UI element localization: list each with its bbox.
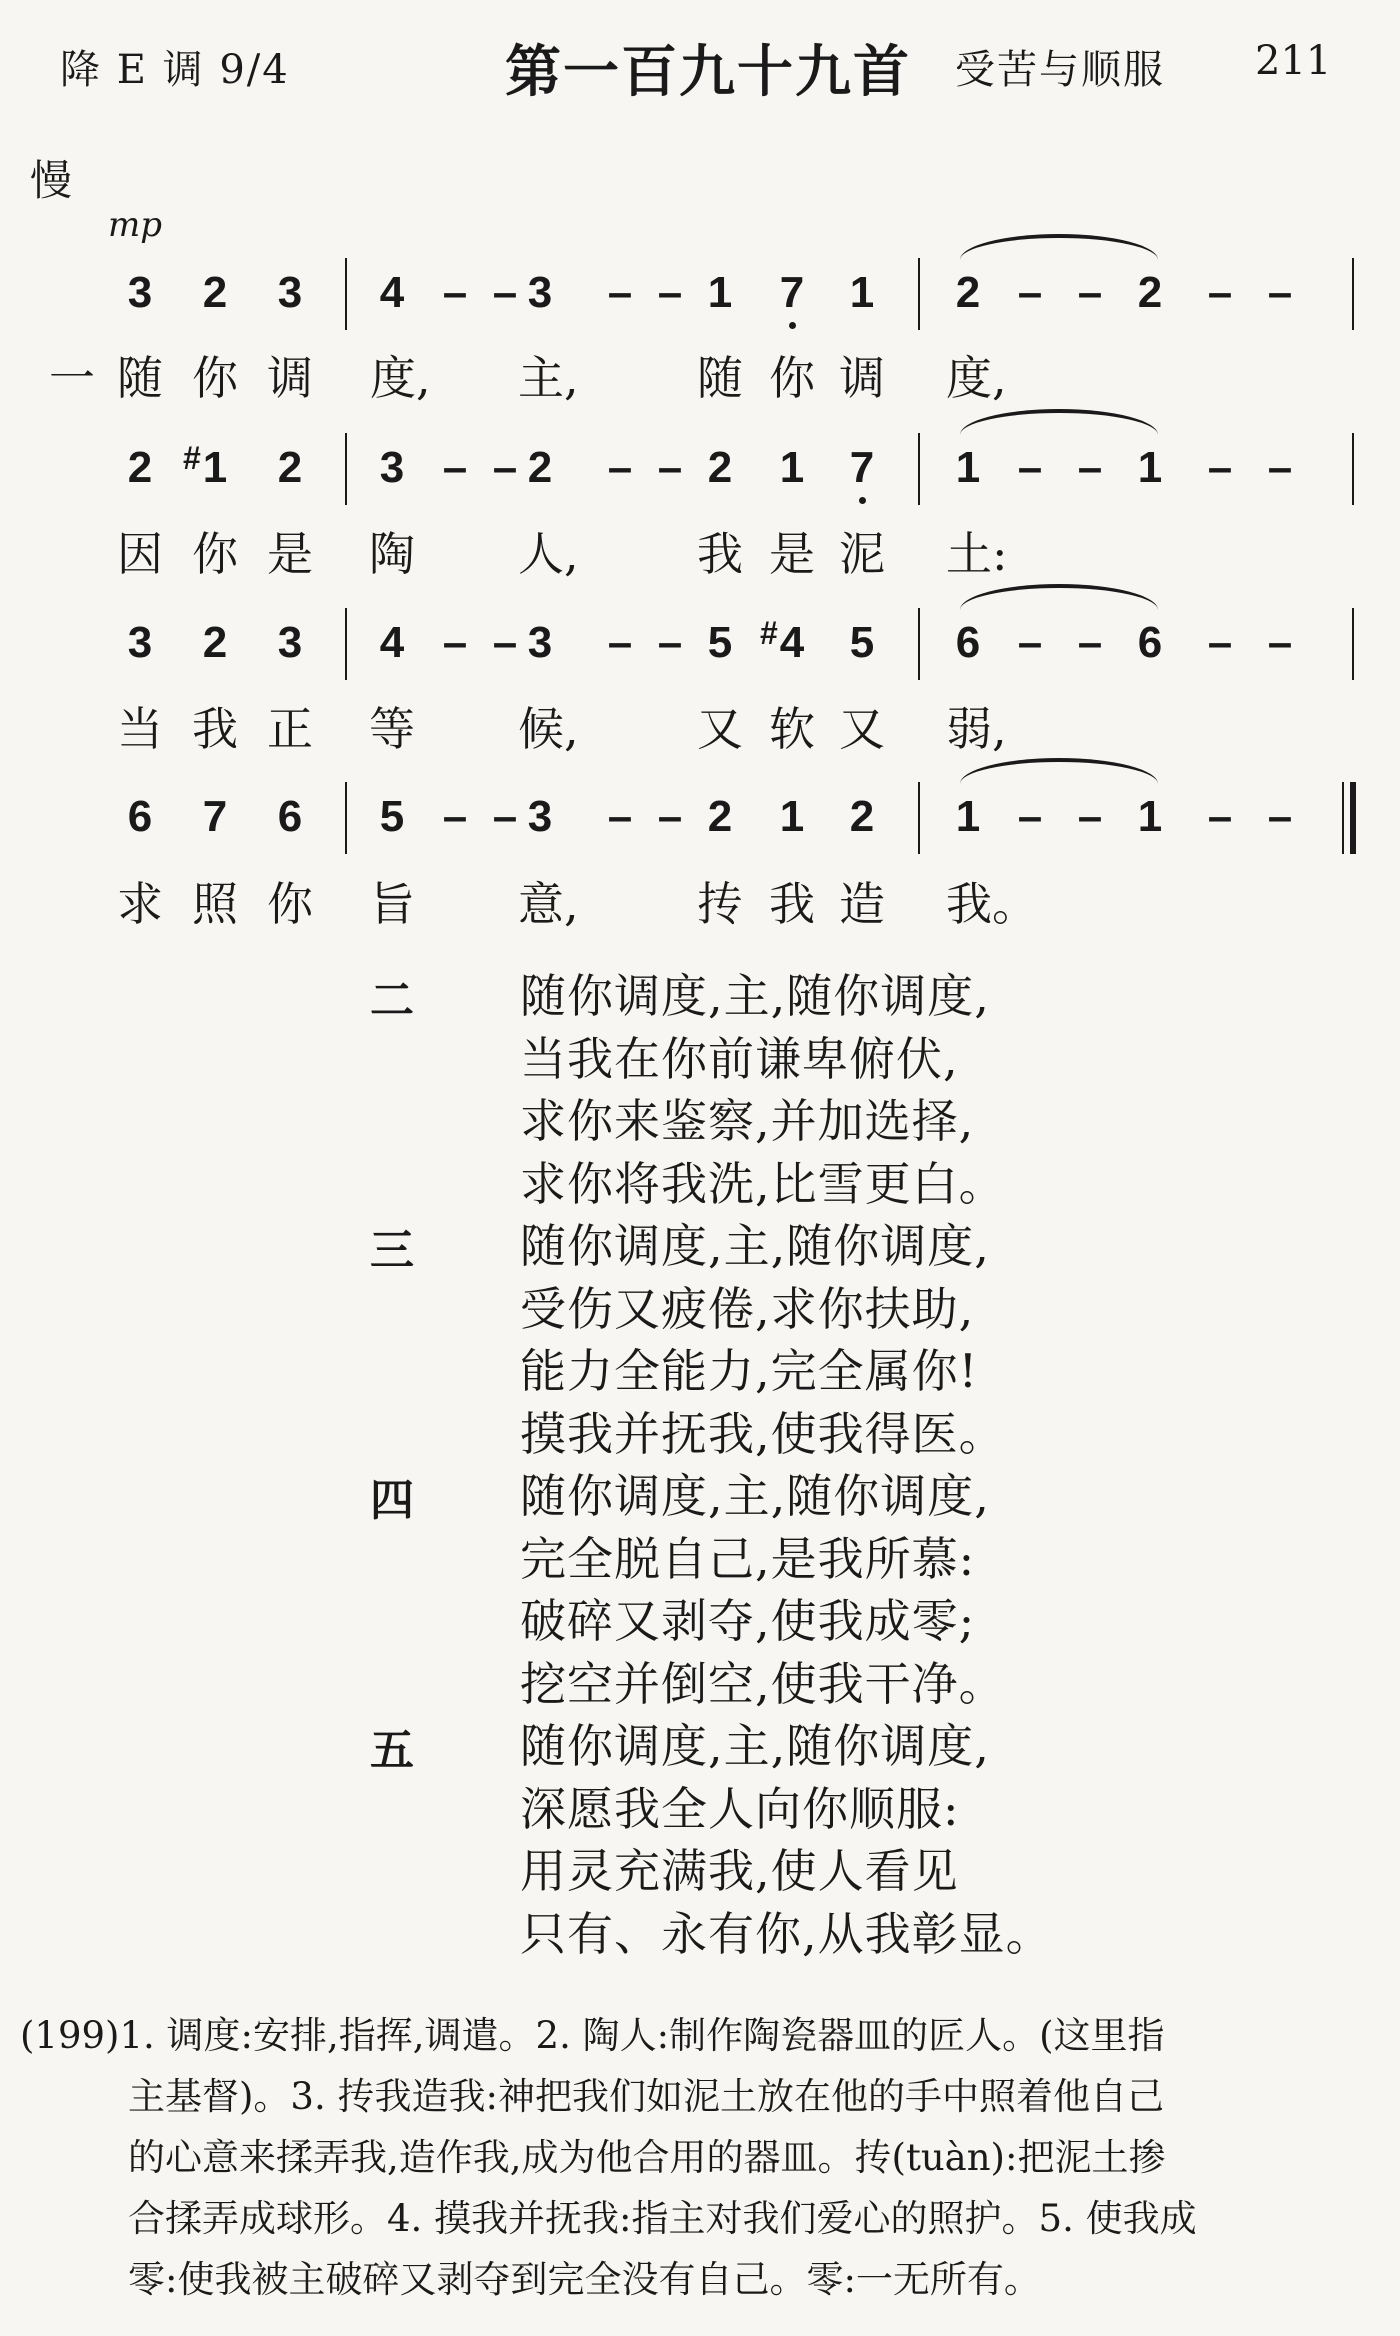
- note-value: 2: [127, 443, 153, 492]
- note-value: 4: [779, 618, 805, 667]
- note: [1250, 268, 1310, 318]
- page-number: 211: [1255, 38, 1332, 84]
- note: [260, 443, 320, 493]
- lyric-syllable: 当: [117, 702, 163, 756]
- note-value: –: [607, 268, 633, 317]
- note-value: 7: [202, 792, 228, 841]
- note-value: 2: [707, 792, 733, 841]
- note-value: –: [1267, 443, 1293, 492]
- lyric-syllable: 又: [697, 702, 743, 756]
- note-value: 2: [1137, 268, 1163, 317]
- note-value: 1: [707, 268, 733, 317]
- dynamic-marking: mp: [108, 205, 163, 245]
- note: [1060, 443, 1120, 493]
- note: [110, 443, 170, 493]
- verse-number: 二: [370, 975, 414, 1026]
- lyric-syllable: 你: [192, 527, 238, 581]
- key-signature: 降 E 调 9/4: [60, 47, 290, 93]
- note-value: –: [1017, 618, 1043, 667]
- note: [760, 615, 822, 668]
- note-value: 7: [849, 443, 875, 492]
- note: [1250, 443, 1310, 493]
- verse-line: 当我在你前谦卑俯伏,: [520, 1031, 959, 1086]
- note: [690, 792, 750, 842]
- note-value: 2: [955, 268, 981, 317]
- lyric-syllable: 随: [697, 351, 743, 405]
- note-value: 5: [849, 618, 875, 667]
- note: [762, 268, 822, 318]
- tie-slur: [960, 234, 1158, 260]
- verse-line: 随你调度,主,随你调度,: [520, 1469, 990, 1523]
- note: [260, 618, 320, 668]
- footnote: [20, 2005, 1380, 2310]
- note: [510, 268, 570, 318]
- barline: [1342, 782, 1344, 854]
- barline: [345, 258, 347, 330]
- tie-slur: [960, 409, 1158, 435]
- lyric-syllable: 求: [117, 877, 163, 931]
- barline: [345, 782, 347, 854]
- note: [260, 268, 320, 318]
- note-value: –: [1207, 443, 1233, 492]
- verse-line: 受伤又疲倦,求你扶助,: [520, 1281, 975, 1336]
- lyric-syllable: 因: [117, 527, 163, 581]
- note-value: 5: [707, 618, 733, 667]
- lyric-syllable: 度,: [946, 351, 1007, 405]
- note: [362, 618, 422, 668]
- final-barline: [1350, 782, 1356, 854]
- note: [1000, 618, 1060, 668]
- lyric-syllable: 又: [839, 702, 885, 756]
- note: [690, 443, 750, 493]
- lyric-syllable: 你: [267, 877, 313, 931]
- lower-octave-dot: [789, 322, 796, 329]
- footnote-line-2: 主基督)。3. 抟我造我:神把我们如泥土放在他的手中照着他自己: [128, 2075, 1164, 2118]
- note: [690, 268, 750, 318]
- note-value: –: [657, 268, 683, 317]
- note-value: 7: [779, 268, 805, 317]
- verse-line: 求你将我洗,比雪更白。: [520, 1156, 1006, 1211]
- note: [260, 792, 320, 842]
- note-value: 3: [127, 618, 153, 667]
- verse-line: 随你调度,主,随你调度,: [520, 1219, 990, 1273]
- note-value: –: [607, 618, 633, 667]
- note: [1190, 618, 1250, 668]
- note: [110, 268, 170, 318]
- lyric-syllable: 土:: [946, 527, 1008, 581]
- note: [1120, 618, 1180, 668]
- note-value: 1: [849, 268, 875, 317]
- note-value: –: [492, 268, 518, 317]
- lyric-syllable: 我。: [946, 877, 1038, 931]
- note: [938, 443, 998, 493]
- note: [1000, 268, 1060, 318]
- note: [1190, 268, 1250, 318]
- note: [1190, 792, 1250, 842]
- note-value: –: [1077, 618, 1103, 667]
- note: [832, 443, 892, 493]
- note-value: –: [492, 443, 518, 492]
- note-value: 2: [202, 618, 228, 667]
- lyric-syllable: 造: [839, 877, 885, 931]
- note-value: 6: [277, 792, 303, 841]
- note: [1060, 618, 1120, 668]
- lyric-syllable: 我: [697, 527, 743, 581]
- hymn-subtitle: 受苦与顺服: [955, 47, 1165, 93]
- note: [1190, 443, 1250, 493]
- note: [1060, 792, 1120, 842]
- note-value: 3: [127, 268, 153, 317]
- note-value: 1: [779, 792, 805, 841]
- barline: [1352, 258, 1354, 330]
- note: [938, 268, 998, 318]
- verse-line: 能力全能力,完全属你!: [520, 1344, 979, 1398]
- barline: [918, 433, 920, 505]
- lyric-syllable: 你: [769, 351, 815, 405]
- tie-slur: [960, 758, 1158, 784]
- lyric-syllable: 意,: [518, 877, 579, 931]
- note-value: –: [1017, 792, 1043, 841]
- note-value: 2: [202, 268, 228, 317]
- note-value: 1: [955, 443, 981, 492]
- verse-line: 破碎又剥夺,使我成零;: [520, 1594, 976, 1648]
- note: [832, 618, 892, 668]
- note-value: 2: [707, 443, 733, 492]
- note-value: –: [1207, 792, 1233, 841]
- note-value: 2: [527, 443, 553, 492]
- note: [185, 268, 245, 318]
- lower-octave-dot: [859, 497, 866, 504]
- note: [510, 443, 570, 493]
- note-value: 3: [277, 618, 303, 667]
- lyric-syllable: 调: [839, 351, 885, 405]
- hymn-title: 第一百九十九首: [505, 39, 911, 105]
- note-value: –: [657, 618, 683, 667]
- verse-number: 三: [370, 1225, 414, 1276]
- note-value: 2: [849, 792, 875, 841]
- note: [1250, 618, 1310, 668]
- note-value: –: [442, 443, 468, 492]
- verse-line: 用灵充满我,使人看见: [520, 1844, 959, 1898]
- verse-number: 五: [370, 1725, 414, 1776]
- note: [832, 268, 892, 318]
- note-value: 3: [527, 618, 553, 667]
- note-value: –: [1017, 268, 1043, 317]
- note-value: 2: [277, 443, 303, 492]
- note: [762, 443, 822, 493]
- note-value: 6: [127, 792, 153, 841]
- lyric-syllable: 泥: [839, 527, 885, 581]
- note-value: –: [657, 792, 683, 841]
- verse-line: 随你调度,主,随你调度,: [520, 1719, 990, 1773]
- verse-number-one: 一: [49, 351, 95, 405]
- note: [690, 618, 750, 668]
- note: [1000, 443, 1060, 493]
- note-value: –: [1077, 268, 1103, 317]
- note-value: 3: [527, 792, 553, 841]
- verse-line: 随你调度,主,随你调度,: [520, 969, 990, 1023]
- lyric-syllable: 是: [267, 527, 313, 581]
- note: [1120, 268, 1180, 318]
- note: [185, 792, 245, 842]
- note: [1120, 792, 1180, 842]
- note: [183, 440, 245, 493]
- barline: [345, 608, 347, 680]
- lyric-syllable: 等: [369, 702, 415, 756]
- note-value: –: [1207, 268, 1233, 317]
- note-value: –: [657, 443, 683, 492]
- lyric-syllable: 你: [192, 351, 238, 405]
- lyric-syllable: 是: [769, 527, 815, 581]
- note-value: –: [442, 618, 468, 667]
- note-value: –: [1267, 268, 1293, 317]
- note: [1000, 792, 1060, 842]
- note: [362, 268, 422, 318]
- note-value: –: [442, 792, 468, 841]
- note-value: 1: [1137, 443, 1163, 492]
- note-value: 6: [955, 618, 981, 667]
- lyric-syllable: 我: [769, 877, 815, 931]
- note: [110, 618, 170, 668]
- note-value: 5: [379, 792, 405, 841]
- note: [510, 618, 570, 668]
- note-value: 3: [379, 443, 405, 492]
- note-value: –: [607, 443, 633, 492]
- note: [1060, 268, 1120, 318]
- note-value: 6: [1137, 618, 1163, 667]
- lyric-syllable: 度,: [370, 351, 431, 405]
- note-value: –: [1207, 618, 1233, 667]
- verse-line: 求你来鉴察,并加选择,: [520, 1094, 975, 1148]
- verse-number: 四: [370, 1475, 414, 1526]
- barline: [345, 433, 347, 505]
- note-value: 1: [202, 443, 228, 492]
- footnote-line-5: 零:使我被主破碎又剥夺到完全没有自己。零:一无所有。: [128, 2258, 1041, 2301]
- verse-line: 摸我并抚我,使我得医。: [520, 1406, 1006, 1461]
- verse-line: 挖空并倒空,使我干净。: [520, 1656, 1006, 1711]
- verse-line: 完全脱自己,是我所慕:: [520, 1531, 976, 1586]
- note-value: –: [1267, 792, 1293, 841]
- note-value: –: [492, 618, 518, 667]
- note: [510, 792, 570, 842]
- note: [1120, 443, 1180, 493]
- note: [832, 792, 892, 842]
- note-value: 4: [379, 618, 405, 667]
- note: [762, 792, 822, 842]
- note-value: –: [492, 792, 518, 841]
- lyric-syllable: 随: [117, 351, 163, 405]
- lyric-syllable: 正: [267, 702, 313, 756]
- note-value: –: [1267, 618, 1293, 667]
- lyric-syllable: 软: [769, 702, 815, 756]
- barline: [1352, 608, 1354, 680]
- barline: [918, 782, 920, 854]
- lyric-syllable: 照: [192, 877, 238, 931]
- note-value: –: [1077, 792, 1103, 841]
- verse-line: 只有、永有你,从我彰显。: [520, 1906, 1053, 1961]
- lyric-syllable: 我: [192, 702, 238, 756]
- note: [185, 618, 245, 668]
- lyric-syllable: 弱,: [946, 702, 1007, 756]
- lyric-syllable: 抟: [697, 877, 743, 931]
- note: [1250, 792, 1310, 842]
- note-value: –: [1077, 443, 1103, 492]
- lyric-syllable: 陶: [369, 527, 415, 581]
- lyric-syllable: 人,: [518, 527, 579, 581]
- lyric-syllable: 主,: [518, 351, 579, 405]
- footnote-line-1: (199)1. 调度:安排,指挥,调遣。2. 陶人:制作陶瓷器皿的匠人。(这里指: [20, 2014, 1165, 2057]
- note-value: –: [607, 792, 633, 841]
- note: [362, 443, 422, 493]
- note: [110, 792, 170, 842]
- lyric-syllable: 旨: [369, 877, 415, 931]
- note-value: –: [442, 268, 468, 317]
- note-value: 3: [277, 268, 303, 317]
- barline: [1352, 433, 1354, 505]
- footnote-line-4: 合揉弄成球形。4. 摸我并抚我:指主对我们爱心的照护。5. 使我成: [128, 2197, 1197, 2240]
- note-value: 4: [379, 268, 405, 317]
- lyric-syllable: 候,: [518, 702, 579, 756]
- lyric-syllable: 调: [267, 351, 313, 405]
- sharp-accidental: #: [760, 615, 778, 651]
- note-value: 1: [955, 792, 981, 841]
- tempo-marking: 慢: [30, 156, 73, 205]
- barline: [918, 608, 920, 680]
- tie-slur: [960, 584, 1158, 610]
- footnote-line-3: 的心意来揉弄我,造作我,成为他合用的器皿。抟(tuàn):把泥土掺: [128, 2136, 1166, 2179]
- note: [938, 618, 998, 668]
- note: [938, 792, 998, 842]
- note-value: 1: [779, 443, 805, 492]
- verse-line: 深愿我全人向你顺服:: [520, 1781, 960, 1836]
- barline: [918, 258, 920, 330]
- note-value: 3: [527, 268, 553, 317]
- note-value: 1: [1137, 792, 1163, 841]
- note-value: –: [1017, 443, 1043, 492]
- note: [362, 792, 422, 842]
- sharp-accidental: #: [183, 440, 201, 476]
